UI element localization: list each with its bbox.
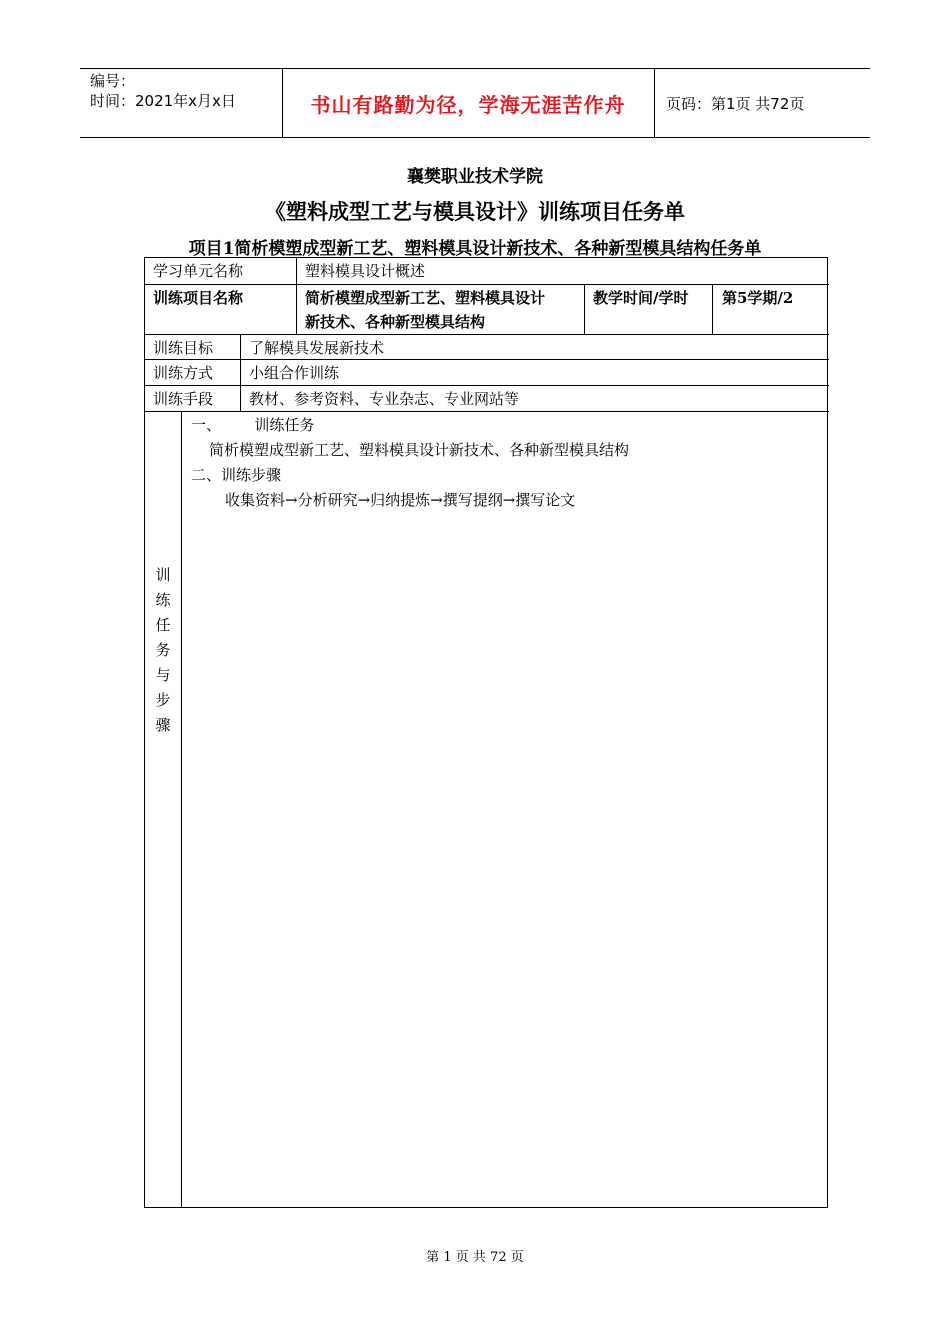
side-label-char: 与	[155, 666, 171, 684]
unit-label: 学习单元名称	[153, 262, 244, 280]
side-label-char: 练	[155, 591, 171, 609]
col-divider	[181, 411, 182, 1208]
means-label: 训练手段	[153, 390, 214, 408]
row-divider	[145, 385, 829, 386]
school-title: 襄樊职业技术学院	[407, 167, 543, 187]
side-label-char: 骤	[155, 716, 171, 734]
method-value: 小组合作训练	[249, 364, 340, 382]
header-meta	[80, 69, 283, 137]
col-divider	[712, 284, 713, 334]
steps-heading: 二、训练步骤	[191, 466, 282, 484]
motto: 书山有路勤为径，学海无涯苦作舟	[282, 69, 655, 137]
page-info: 页码：第1页 共72页	[666, 94, 805, 113]
steps-text: 收集资料→分析研究→归纳提炼→撰写提纲→撰写论文	[225, 491, 576, 509]
page-footer: 第 1 页 共 72 页	[426, 1250, 524, 1265]
number-label: 编号：	[90, 72, 136, 90]
row-divider	[145, 334, 829, 335]
course-title: 《塑料成型工艺与模具设计》训练项目任务单	[265, 199, 685, 224]
means-value: 教材、参考资料、专业杂志、专业网站等	[249, 390, 520, 408]
unit-value: 塑料模具设计概述	[305, 262, 426, 280]
project-value	[305, 286, 580, 334]
goal-value: 了解模具发展新技术	[249, 339, 385, 357]
project-title: 项目1简析模塑成型新工艺、塑料模具设计新技术、各种新型模具结构任务单	[188, 239, 762, 259]
time-label: 教学时间/学时	[593, 289, 689, 307]
time-label: 时间：2021年x月x日	[90, 92, 236, 110]
task-text: 简析模塑成型新工艺、塑料模具设计新技术、各种新型模具结构	[209, 441, 630, 459]
task-heading: 一、 训练任务	[191, 416, 315, 434]
goal-label: 训练目标	[153, 339, 214, 357]
project-value-line1: 简析模塑成型新工艺、塑料模具设计	[305, 289, 546, 307]
col-divider	[296, 258, 297, 334]
project-value-line2: 新技术、各种新型模具结构	[305, 313, 486, 331]
method-label: 训练方式	[153, 364, 214, 382]
side-label-char: 训	[155, 566, 171, 584]
time-value: 第5学期/2	[722, 289, 794, 307]
col-divider	[584, 284, 585, 334]
side-label	[145, 563, 181, 738]
project-label: 训练项目名称	[153, 289, 244, 307]
side-label-char: 务	[155, 641, 171, 659]
side-label-char: 步	[155, 691, 171, 709]
row-divider	[145, 359, 829, 360]
row-divider	[145, 284, 829, 285]
col-divider	[240, 334, 241, 411]
side-label-char: 任	[155, 616, 171, 634]
task-table	[144, 257, 828, 1208]
document-header	[80, 68, 870, 138]
row-divider	[145, 411, 829, 412]
